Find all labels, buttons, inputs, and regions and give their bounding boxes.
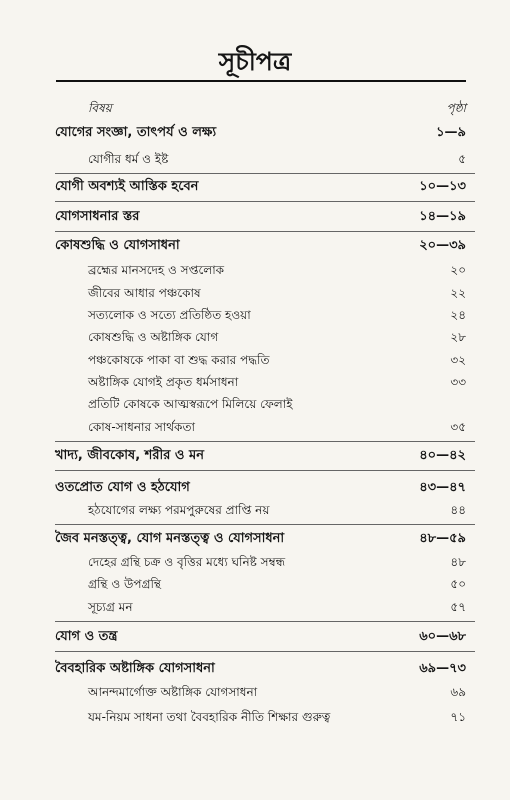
- toc-entry-page: ৬০—৬৮: [419, 629, 466, 644]
- toc-entry-page: ৪৮—৫৯: [419, 531, 466, 546]
- toc-entry-title: কোষ-সাধনার সার্থকতা: [88, 420, 195, 434]
- toc-entry-page: ৩২: [450, 353, 466, 367]
- toc-entry-page: ১—৯: [436, 125, 466, 140]
- section-divider: [55, 201, 475, 202]
- section-divider: [55, 441, 475, 442]
- page-column-header: পৃষ্ঠা: [446, 101, 466, 115]
- toc-subentry: [0, 283, 510, 303]
- toc-entry-page: ৩৩: [450, 375, 466, 389]
- toc-entry-title: যোগের সংজ্ঞা, তাৎপর্য ও লক্ষ্য: [55, 125, 217, 140]
- toc-subentry: [0, 597, 510, 617]
- section-divider: [55, 621, 475, 622]
- toc-entry-page: ৪৪: [450, 503, 466, 517]
- toc-entry-title: যোগ ও তন্ত্র: [55, 629, 118, 644]
- toc-entry-page: ৪৮: [450, 555, 466, 569]
- toc-entry-page: ৪৩—৪৭: [419, 480, 466, 495]
- toc-subentry: [0, 350, 510, 370]
- toc-entry-page: ৫৭: [450, 600, 466, 614]
- toc-subentry: [0, 327, 510, 347]
- toc-subentry: [0, 707, 510, 727]
- subject-column-header: বিষয়: [88, 101, 112, 115]
- toc-entry: [0, 123, 510, 143]
- toc-entry-page: ৬৯—৭৩: [419, 661, 466, 676]
- section-divider: [55, 231, 475, 232]
- toc-entry-title: যোগীর ধর্ম ও ইষ্ট: [88, 152, 169, 166]
- toc-entry-title: খাদ্য, জীবকোষ, শরীর ও মন: [55, 448, 204, 463]
- title-rule: [56, 80, 466, 82]
- toc-entry-title: হঠযোগের লক্ষ্য পরমপুরুষের প্রাপ্তি নয়: [88, 503, 270, 517]
- toc-entry: [0, 236, 510, 256]
- toc-entry-title: জৈব মনস্তত্ত্ব, যোগ মনস্তত্ত্ব ও যোগসাধনা: [55, 531, 285, 546]
- toc-entry-title: পঞ্চকোষকে পাকা বা শুদ্ধ করার পদ্ধতি: [88, 353, 270, 367]
- toc-entry-page: ৭১: [450, 710, 466, 724]
- toc-entry-title: প্রতিটি কোষকে আত্মস্বরূপে মিলিয়ে ফেলাই: [88, 397, 293, 411]
- toc-entry-page: ৪০—৪২: [419, 448, 466, 463]
- toc-subentry: [0, 552, 510, 572]
- section-divider: [55, 173, 475, 174]
- toc-entry-page: ৬৯: [450, 685, 466, 699]
- toc-entry-title: যম-নিয়ম সাধনা তথা বৈবহারিক নীতি শিক্ষার গুরুত্ব: [88, 710, 331, 724]
- toc-entry: [0, 478, 510, 498]
- toc-entry-page: ২০: [450, 263, 466, 277]
- section-divider: [55, 651, 475, 652]
- toc-entry: [0, 659, 510, 679]
- toc-entry: [0, 627, 510, 647]
- toc-entry-title: আনন্দমার্গোক্ত অষ্টাঙ্গিক যোগসাধনা: [88, 685, 258, 699]
- toc-entry-title: ওতপ্রোত যোগ ও হঠযোগ: [55, 480, 190, 495]
- toc-entry-title: সত্যলোক ও সত্যে প্রতিষ্ঠিত হওয়া: [88, 308, 251, 322]
- toc-entry-title: কোষশুদ্ধি ও অষ্টাঙ্গিক যোগ: [88, 330, 219, 344]
- toc-entry-title: যোগী অবশ্যই আস্তিক হবেন: [55, 179, 199, 194]
- toc-entry: [0, 207, 510, 227]
- toc-entry-page: ২২: [450, 286, 466, 300]
- toc-subentry: [0, 574, 510, 594]
- toc-entry-title: ব্রহ্মের মানসদেহ ও সপ্তলোক: [88, 263, 225, 277]
- toc-entry: [0, 177, 510, 197]
- toc-entry-title: দেহের গ্রন্থি চক্র ও বৃত্তির মধ্যে ঘনিষ্ট সম্বন্ধ: [88, 555, 286, 569]
- toc-entry-page: ১৪—১৯: [419, 209, 466, 224]
- toc-entry-title: গ্রন্থি ও উপগ্রন্থি: [88, 577, 161, 591]
- toc-entry-page: ৩৫: [450, 420, 466, 434]
- toc-entry: [0, 446, 510, 466]
- toc-subentry: [0, 260, 510, 280]
- toc-subentry: [0, 417, 510, 437]
- toc-subentry: [0, 500, 510, 520]
- toc-subentry: [0, 394, 510, 414]
- toc-entry: [0, 529, 510, 549]
- toc-entry-page: ৫০: [450, 577, 466, 591]
- toc-entry-title: কোষশুদ্ধি ও যোগসাধনা: [55, 238, 180, 253]
- toc-entry-title: যোগসাধনার স্তর: [55, 209, 140, 224]
- toc-subentry: [0, 372, 510, 392]
- page-title: সূচীপত্র: [218, 47, 292, 76]
- toc-subentry: [0, 305, 510, 325]
- toc-entry-page: ২০—৩৯: [419, 238, 466, 253]
- section-divider: [55, 524, 475, 525]
- toc-subentry: [0, 149, 510, 169]
- section-divider: [55, 470, 475, 471]
- toc-entry-page: ২৪: [450, 308, 466, 322]
- toc-entry-title: সূচ্যগ্র মন: [88, 600, 133, 614]
- toc-entry-title: অষ্টাঙ্গিক যোগই প্রকৃত ধর্মসাধনা: [88, 375, 239, 389]
- toc-entry-page: ৫: [458, 152, 466, 166]
- toc-subentry: [0, 682, 510, 702]
- toc-entry-title: বৈবহারিক অষ্টাঙ্গিক যোগসাধনা: [55, 661, 215, 676]
- toc-entry-page: ২৮: [450, 330, 466, 344]
- toc-entry-page: ১০—১৩: [419, 179, 466, 194]
- toc-entry-title: জীবের আধার পঞ্চকোষ: [88, 286, 201, 300]
